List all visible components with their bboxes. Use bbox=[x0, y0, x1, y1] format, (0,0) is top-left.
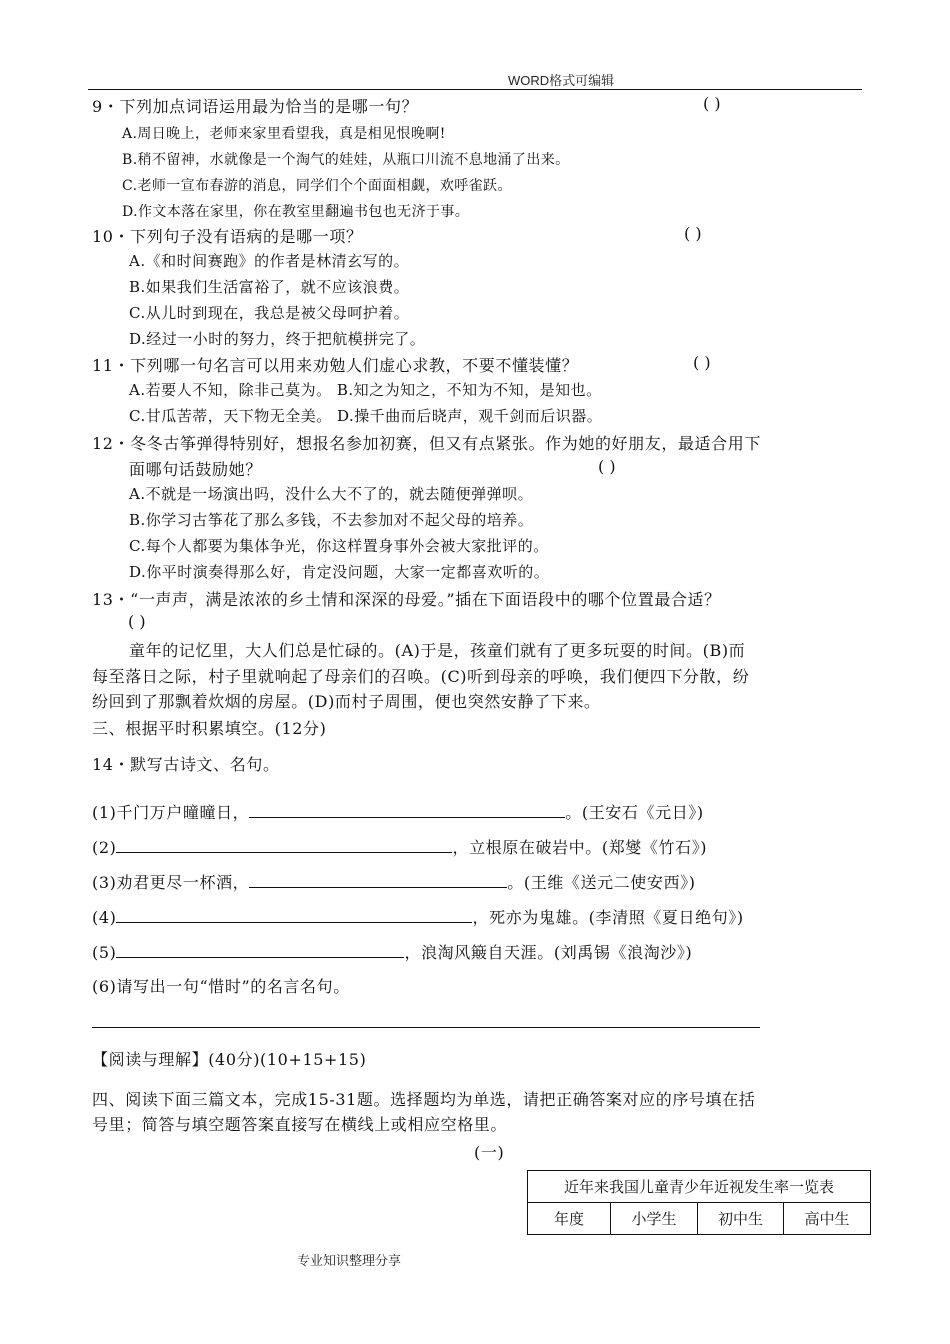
q14-item-3 bbox=[92, 869, 696, 893]
q13-passage-line-2: 每至落日之际，村子里就响起了母亲们的召唤。(C)听到母亲的呼唤，我们便四下分散，纷 bbox=[92, 667, 750, 686]
q14-item-1-blank[interactable] bbox=[249, 799, 565, 818]
reading-instructions-line-1: 四、阅读下面三篇文本，完成15-31题。选择题均为单选，请把正确答案对应的序号填在括 bbox=[92, 1090, 756, 1109]
reading-part-1-label: (一) bbox=[474, 1143, 505, 1162]
q14-item-6-answer-line[interactable] bbox=[92, 1027, 760, 1028]
q14-item-4-blank[interactable] bbox=[116, 904, 472, 923]
table-header-senior: 高中生 bbox=[784, 1203, 871, 1235]
q12-option-b: B.你学习古筝花了那么多钱，不去参加对不起父母的培养。 bbox=[129, 511, 534, 529]
table-header-year: 年度 bbox=[528, 1203, 611, 1235]
q13-answer-paren: ( ) bbox=[128, 612, 146, 631]
q14-item-1 bbox=[92, 799, 704, 823]
q11-answer-paren: ( ) bbox=[693, 353, 711, 372]
q14-item-4-prefix: (4) bbox=[92, 908, 117, 927]
q9-option-b: B.稍不留神，水就像是一个淘气的娃娃，从瓶口川流不息地涌了出来。 bbox=[122, 152, 570, 168]
q14-item-1-prefix: (1)千门万户曈曈日， bbox=[92, 803, 250, 822]
q12-option-c: C.每个人都要为集体争光，你这样置身事外会被大家批评的。 bbox=[129, 537, 549, 555]
q11-options-cd: C.甘瓜苦蒂，天下物无全美。 D.操千曲而后晓声，观千剑而后识器。 bbox=[129, 407, 603, 425]
page-footer: 专业知识整理分享 bbox=[297, 1253, 402, 1268]
table-header-primary: 小学生 bbox=[611, 1203, 698, 1235]
q14-item-3-blank[interactable] bbox=[249, 869, 507, 888]
q10-option-d: D.经过一小时的努力，终于把航模拼完了。 bbox=[129, 330, 426, 348]
q13-passage-line-1: 童年的记忆里，大人们总是忙碌的。(A)于是，孩童们就有了更多玩耍的时间。(B)而 bbox=[129, 641, 746, 660]
page-header: WORD格式可编辑 bbox=[508, 73, 615, 88]
q9-option-c: C.老师一宣布春游的消息，同学们个个面面相觑，欢呼雀跃。 bbox=[122, 178, 512, 194]
table-title: 近年来我国儿童青少年近视发生率一览表 bbox=[528, 1171, 871, 1203]
q13-stem: 13・“一声声，满是浓浓的乡土情和深深的母爱。”插在下面语段中的哪个位置最合适？ bbox=[92, 590, 721, 609]
table-header-junior: 初中生 bbox=[698, 1203, 784, 1235]
q14-item-2 bbox=[92, 834, 707, 858]
q12-option-a: A.不就是一场演出吗，没什么大不了的，就去随便弹弹呗。 bbox=[129, 485, 534, 503]
q10-option-b: B.如果我们生活富裕了，就不应该浪费。 bbox=[129, 278, 410, 296]
q12-stem: 12・冬冬古筝弹得特别好，想报名参加初赛，但又有点紧张。作为她的好朋友，最适合用下 bbox=[92, 434, 761, 453]
q10-answer-paren: ( ) bbox=[684, 224, 702, 243]
q9-stem: 9・下列加点词语运用最为恰当的是哪一句？ bbox=[92, 97, 419, 116]
q9-option-d: D.作文本落在家里，你在教室里翻遍书包也无济于事。 bbox=[122, 204, 470, 220]
myopia-rate-table bbox=[527, 1170, 871, 1235]
q14-item-3-suffix: 。(王维《送元二使安西》) bbox=[507, 873, 696, 892]
q14-item-5 bbox=[92, 939, 692, 963]
q13-passage-line-3: 纷回到了那飘着炊烟的房屋。(D)而村子周围，便也突然安静了下来。 bbox=[92, 692, 601, 711]
q14-item-5-blank[interactable] bbox=[116, 939, 404, 958]
q12-stem-cont: 面哪句话鼓励她？ bbox=[129, 460, 262, 479]
q10-option-c: C.从儿时到现在，我总是被父母呵护着。 bbox=[129, 304, 410, 322]
q14-item-1-suffix: 。(王安石《元日》) bbox=[565, 803, 704, 822]
q10-stem: 10・下列句子没有语病的是哪一项？ bbox=[92, 227, 363, 246]
q11-options-ab: A.若要人不知，除非己莫为。 B.知之为知之，不知为不知，是知也。 bbox=[129, 381, 602, 399]
q11-stem: 11・下列哪一句名言可以用来劝勉人们虚心求教，不要不懂装懂？ bbox=[92, 356, 579, 375]
q14-item-4-suffix: ，死亦为鬼雄。(李清照《夏日绝句》) bbox=[472, 908, 744, 927]
q10-option-a: A.《和时间赛跑》的作者是林清玄写的。 bbox=[129, 252, 410, 270]
reading-section-title: 【阅读与理解】(40分)(10+15+15) bbox=[92, 1050, 367, 1069]
q9-option-a: A.周日晚上，老师来家里看望我，真是相见恨晚啊! bbox=[122, 126, 446, 142]
q14-item-6: (6)请写出一句“惜时”的名言名句。 bbox=[92, 977, 350, 996]
q12-answer-paren: ( ) bbox=[598, 457, 616, 476]
q14-item-2-blank[interactable] bbox=[116, 834, 452, 853]
q9-answer-paren: ( ) bbox=[703, 94, 721, 113]
q14-stem: 14・默写古诗文、名句。 bbox=[92, 755, 280, 774]
q14-item-5-suffix: ，浪淘风簸自天涯。(刘禹锡《浪淘沙》) bbox=[404, 943, 693, 962]
q14-item-4 bbox=[92, 904, 744, 928]
reading-instructions-line-2: 号里；简答与填空题答案直接写在横线上或相应空格里。 bbox=[92, 1115, 508, 1134]
section-3-title: 三、根据平时积累填空。(12分) bbox=[92, 719, 327, 738]
q14-item-3-prefix: (3)劝君更尽一杯酒， bbox=[92, 873, 250, 892]
q14-item-2-suffix: ，立根原在破岩中。(郑燮《竹石》) bbox=[452, 838, 708, 857]
q12-option-d: D.你平时演奏得那么好，肯定没问题，大家一定都喜欢听的。 bbox=[129, 563, 550, 581]
q14-item-5-prefix: (5) bbox=[92, 943, 117, 962]
q14-item-2-prefix: (2) bbox=[92, 838, 117, 857]
header-rule bbox=[88, 89, 862, 90]
